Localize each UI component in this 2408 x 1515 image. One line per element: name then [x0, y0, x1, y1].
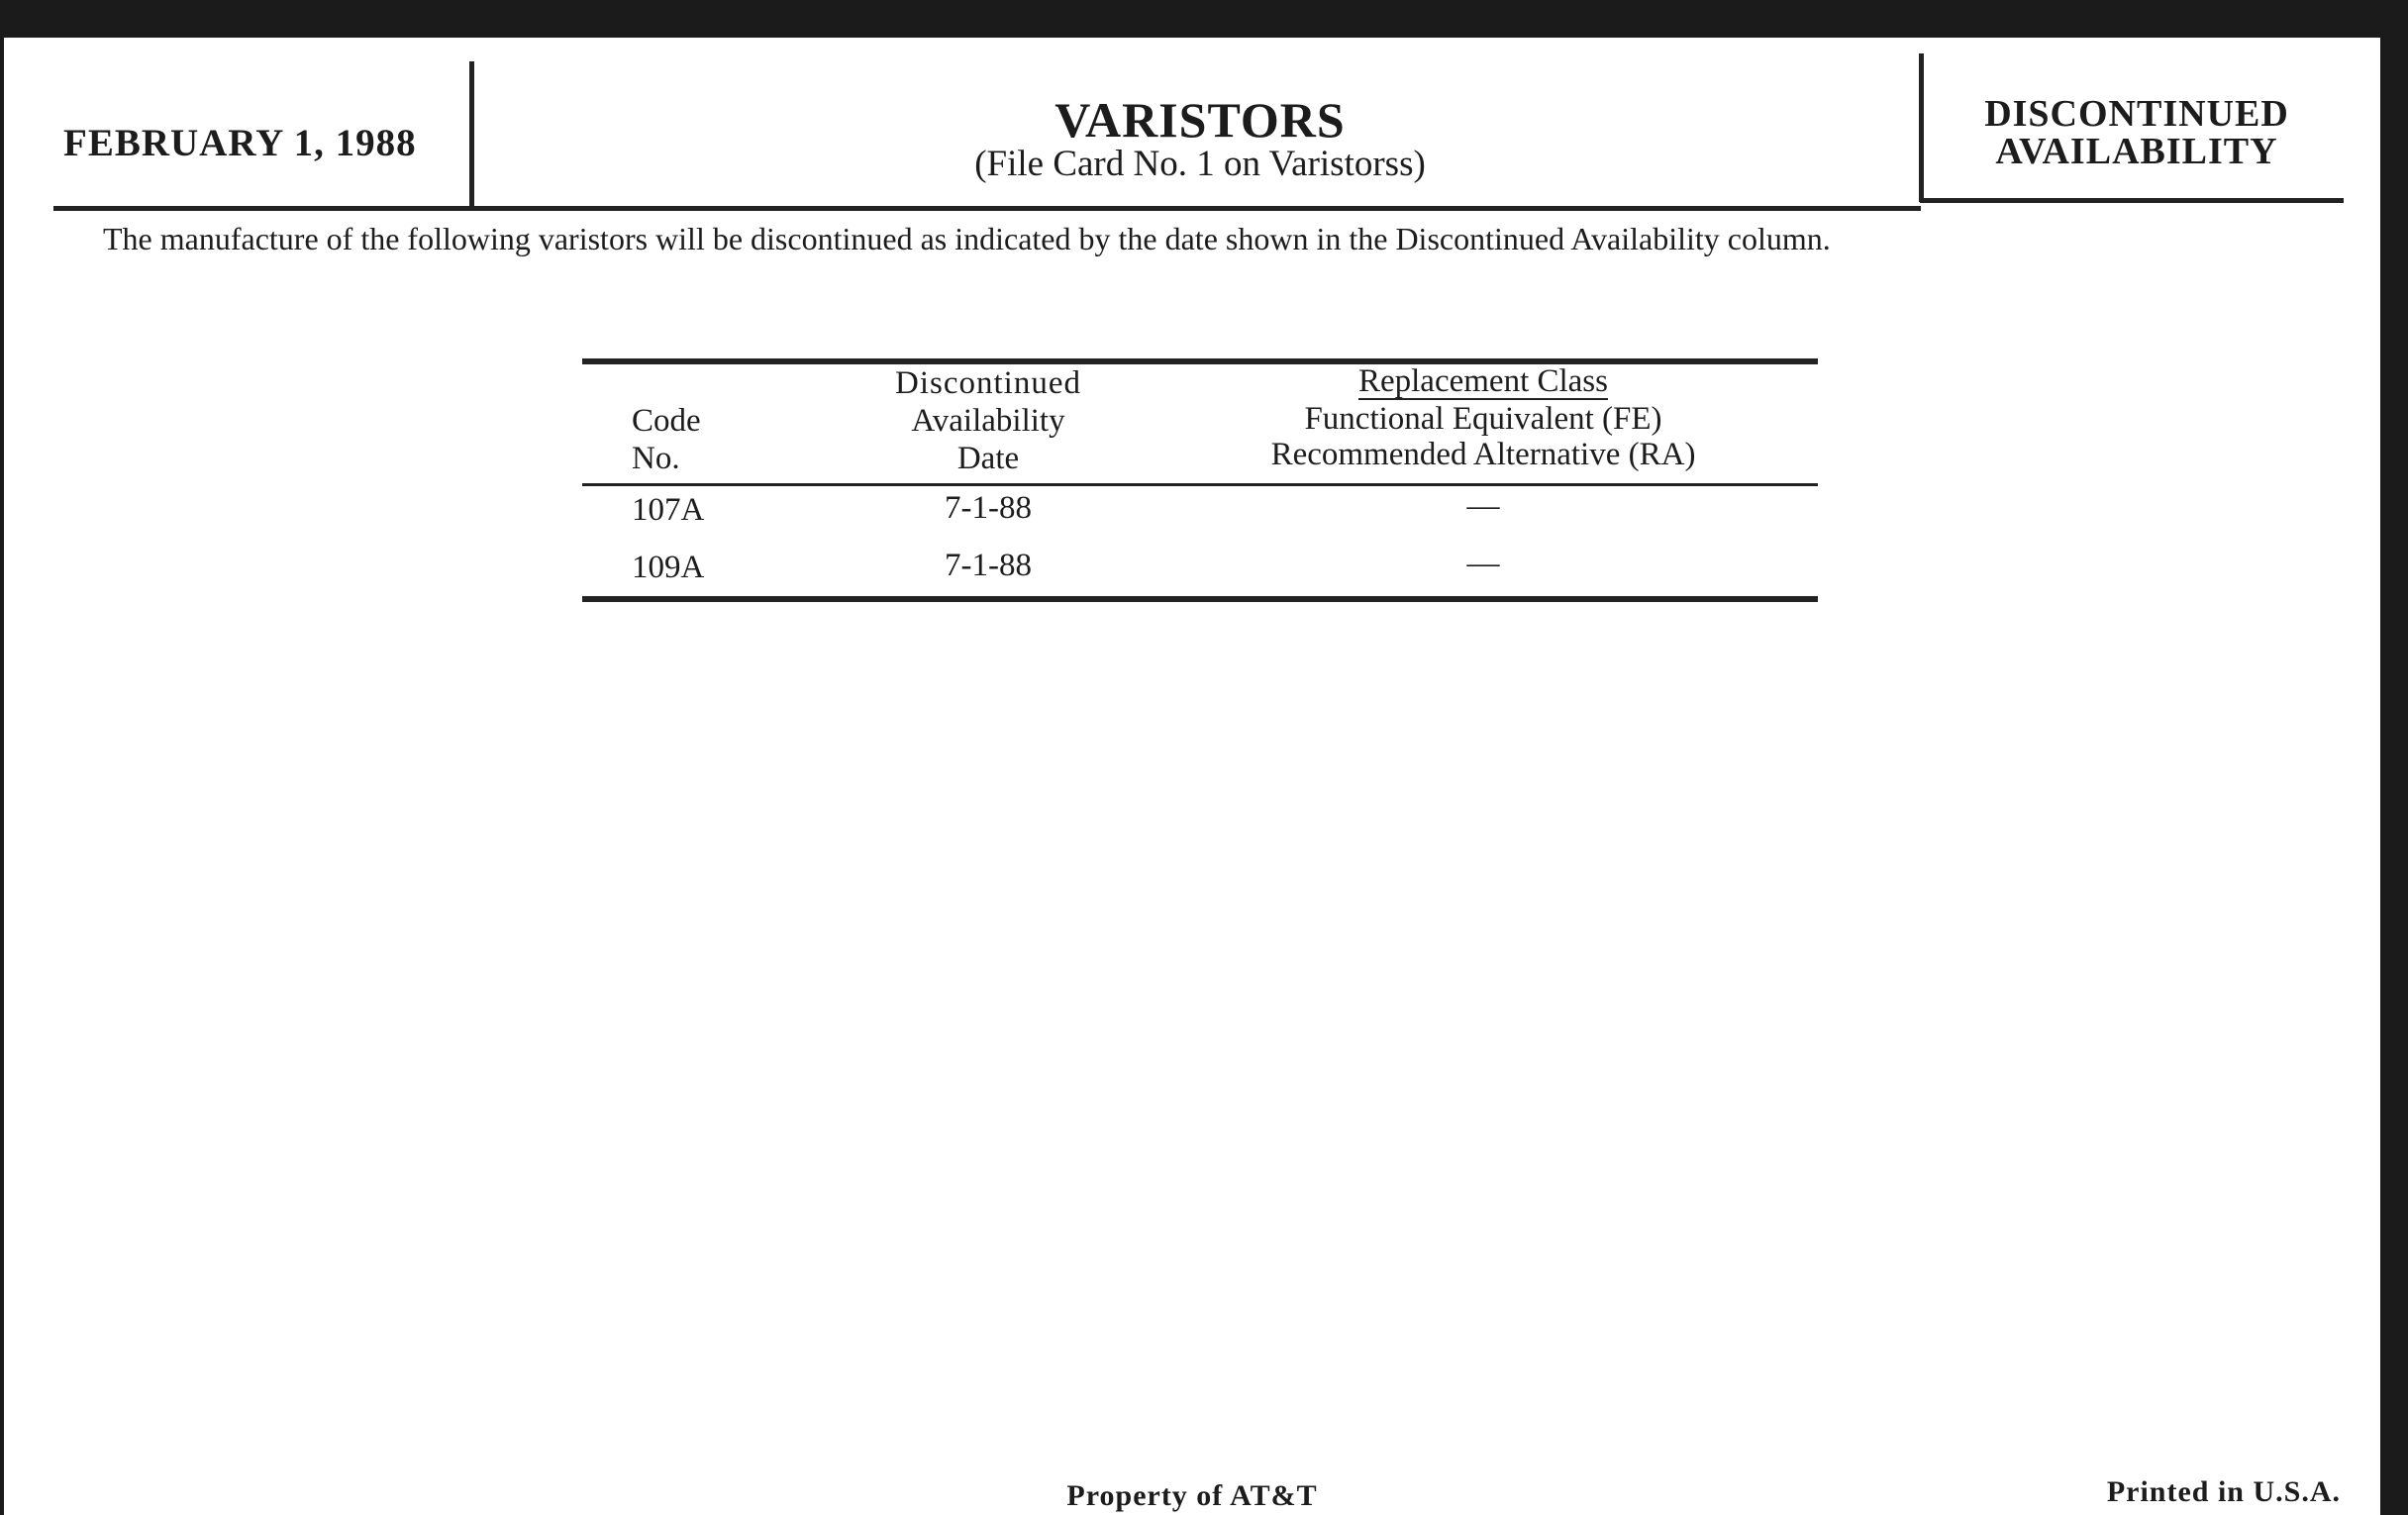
row-2-code: 109A — [632, 550, 705, 585]
header-date-line3: Date — [956, 441, 1020, 476]
status-line-2: AVAILABILITY — [1995, 131, 2278, 172]
replacement-class-label: Replacement Class — [1357, 363, 1608, 399]
row-2-replacement: — — [1466, 546, 1500, 581]
scan-edge — [2380, 0, 2408, 1515]
card-date: FEBRUARY 1, 1988 — [63, 122, 417, 164]
header-code-line1: Code — [632, 403, 701, 439]
card-subtitle: (File Card No. 1 on Varistorss) — [974, 144, 1426, 184]
header-replacement-line2: Functional Equivalent (FE) — [1304, 401, 1662, 437]
row-1-code: 107A — [632, 492, 705, 528]
header-rule-main — [53, 206, 1921, 211]
header-replacement-line1 — [1236, 362, 1731, 400]
header-rule-right — [1920, 198, 2344, 203]
footer-ownership: Property of AT&T — [1066, 1479, 1318, 1512]
row-1-date: 7-1-88 — [945, 490, 1032, 526]
header-replacement-line3: Recommended Alternative (RA) — [1270, 437, 1696, 472]
header-divider-right — [1919, 53, 1924, 202]
intro-text: The manufacture of the following varistors will be discontinued as indicated by the date shown in the Discontinued Availability column. — [103, 221, 1831, 256]
table-header-rule — [582, 483, 1818, 486]
title-block — [479, 92, 1921, 185]
table-bottom-rule — [582, 596, 1818, 602]
header-date-line1: Discontinued — [895, 365, 1081, 401]
card-title: VARISTORS — [1054, 92, 1346, 148]
status-line-1: DISCONTINUED — [1984, 93, 2289, 135]
row-1-replacement: — — [1466, 488, 1500, 524]
header-divider-left — [469, 61, 474, 210]
header-date-line2: Availability — [911, 403, 1065, 439]
status-heading — [1929, 95, 2345, 170]
footer-printed: Printed in U.S.A. — [2106, 1475, 2341, 1508]
row-2-date: 7-1-88 — [945, 548, 1032, 583]
header-code-line2: No. — [632, 441, 680, 476]
file-card — [4, 38, 2380, 1515]
